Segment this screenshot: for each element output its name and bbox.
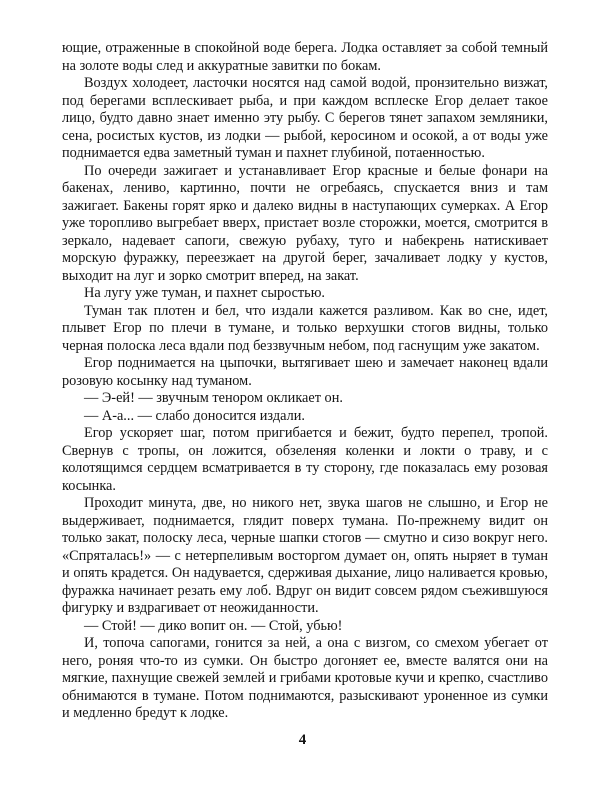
- paragraph-5: Туман так плотен и бел, что издали кажется разливом. Как во сне, идет, плывет Егор по плечи в тумане, и только верхушки стогов видны, только черная полоска леса вдали под беззвучным небом, под гаснущим уже закатом.: [62, 302, 548, 354]
- paragraph-4: На лугу уже туман, и пахнет сыростью.: [84, 285, 325, 301]
- dialogue-line-2: — А-а... — слабо доносится издали.: [84, 407, 305, 424]
- dialogue-line-3: — Стой! — дико вопит он. — Стой, убью!: [84, 617, 343, 634]
- page-number: 4: [298, 732, 307, 748]
- paragraph-12: И, топоча сапогами, гонится за ней, а она с визгом, со смехом убегает от него, роняя что-то из сумки. Он быстро догоняет ее, вместе валятся они на мягкие, пахнущие свежей землей и грибами кротовые кучи и крепко, счастливо обнимаются в тумане. Потом поднимаются, разыскивают уроненное из сумки и медленно бредут к лодке.: [62, 635, 548, 721]
- dialogue-line-1: — Э-ей! — звучным тенором окликает он.: [84, 390, 343, 406]
- paragraph-6: Егор поднимается на цыпочки, вытягивает шею и замечает наконец вдали розовую косынку над туманом.: [62, 355, 548, 389]
- paragraph-1: ющие, отраженные в спокойной воде берега. Лодка оставляет за собой темный на золоте воды след и аккуратные завитки по бокам.: [62, 40, 548, 74]
- paragraph-10: Проходит минута, две, но никого нет, звука шагов не слышно, и Егор не выдерживает, поднимается, глядит поверх тумана. По-прежнему видит он только закат, полоску леса, черные шапки стогов — смутно и сизо вокруг него. «Спряталась!» — с нетерпеливым восторгом думает он, опять ныряет в туман и опять крадется. Он надувается, сдерживая дыхание, лицо наливается кровью, фуражка начинает резать ему лоб. Вдруг он видит совсем рядом съежившуюся фигурку и вздрагивает от неожиданности.: [62, 495, 548, 616]
- paragraph-3: По очереди зажигает и устанавливает Егор красные и белые фонари на бакенах, лениво, картинно, почти не огребаясь, спускается вниз и там зажигает. Бакены горят ярко и далеко видны в наступающих сумерках. А Егор уже торопливо выгребает вверх, пристает возле сторожки, моется, смотрится в зеркало, надевает сапоги, свежую рубаху, туго и набекрень натискивает морскую фуражку, переезжает на другой берег, зачаливает лодку у кустов, выходит на луг и зорко смотрит вперед, на закат.: [62, 162, 548, 284]
- page-body: [62, 40, 548, 723]
- paragraph-2: Воздух холодеет, ласточки носятся над самой водой, пронзительно визжат, под берегами всплескивает рыба, и при каждом всплеске Егор делает такое лицо, будто давно знает именно эту рыбу. С берегов тянет запахом земляники, сена, росистых кустов, из лодки — рыбой, керосином и осокой, а от воды уже поднимается едва заметный туман и пахнет глубиной, потаенностью.: [62, 75, 548, 161]
- paragraph-9: Егор ускоряет шаг, потом пригибается и бежит, будто перепел, тропой. Свернув с тропы, он ложится, обзеленяя коленки и локти о траву, и с колотящимся сердцем всматривается в ту сторону, где показалась ему розовая косынка.: [62, 425, 548, 494]
